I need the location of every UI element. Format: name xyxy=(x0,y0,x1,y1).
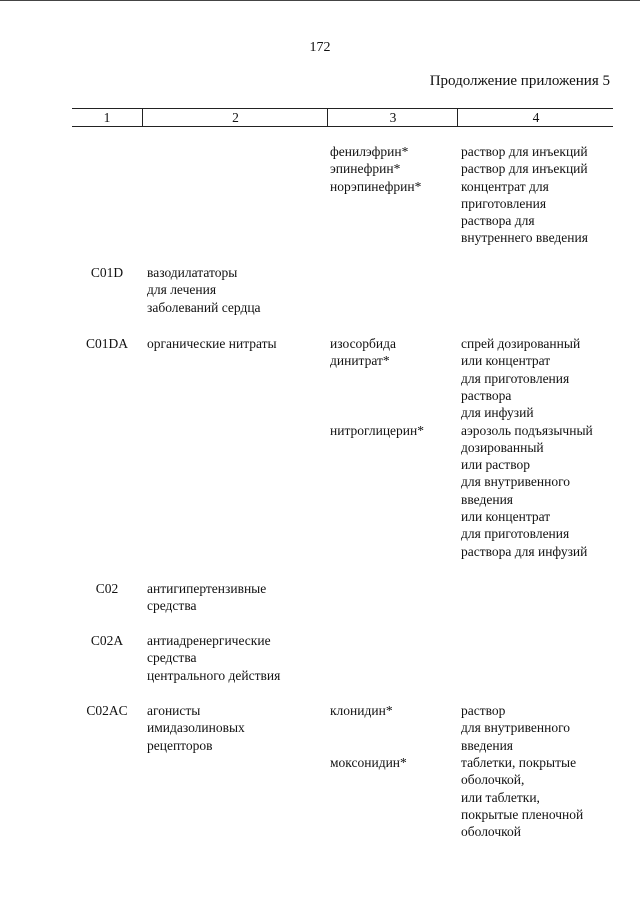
dosage-form-line: для инфузий xyxy=(461,405,534,421)
dosage-form-line: оболочкой xyxy=(461,824,521,840)
atc-group-name xyxy=(147,702,322,754)
dosage-form-line: введения xyxy=(461,737,514,753)
drug-names-cell xyxy=(330,754,455,771)
dosage-form-line: внутреннего введения xyxy=(461,230,588,246)
appendix-continuation-note: Продолжение приложения 5 xyxy=(429,73,610,89)
atc-group-name xyxy=(147,264,322,316)
dosage-form-line: или раствор xyxy=(461,457,530,473)
group-name-line: средства xyxy=(147,650,197,666)
page-top-edge xyxy=(0,0,640,1)
dosage-form-line: введения xyxy=(461,491,514,507)
drug-entry xyxy=(330,160,455,177)
dosage-forms-cell xyxy=(461,335,621,421)
dosage-form-line: раствора xyxy=(461,387,512,403)
group-name-line: агонисты xyxy=(147,703,201,718)
drug-name-line: изосорбида xyxy=(330,336,397,351)
dosage-form-line: или концентрат xyxy=(461,353,551,369)
drug-name-line: фенилэфрин* xyxy=(330,144,409,159)
drug-name-line: клонидин* xyxy=(330,703,393,718)
atc-group-name xyxy=(147,335,322,352)
drug-names-cell xyxy=(330,702,455,719)
column-header-2: 2 xyxy=(142,109,328,126)
dosage-forms-cell xyxy=(461,143,621,247)
group-name-line: центрального действия xyxy=(147,667,281,683)
group-name-line: для лечения xyxy=(147,282,217,298)
dosage-form-line: для приготовления xyxy=(461,526,570,542)
dosage-forms-cell xyxy=(461,702,621,754)
dosage-form-line: приготовления xyxy=(461,195,547,211)
group-name-line: органические нитраты xyxy=(147,336,277,351)
group-name-line: антиадренергические xyxy=(147,633,271,648)
dosage-form-line: спрей дозированный xyxy=(461,336,581,351)
dosage-form-line: раствор xyxy=(461,703,506,718)
drug-name-line: нитроглицерин* xyxy=(330,422,424,438)
table-column-header xyxy=(72,108,613,127)
drug-entry xyxy=(330,178,455,195)
dosage-form-line: или концентрат xyxy=(461,508,551,524)
drug-names-cell xyxy=(330,422,455,439)
group-name-line: средства xyxy=(147,598,197,614)
atc-code: C02AC xyxy=(86,703,128,718)
dosage-form-line: для приготовления xyxy=(461,370,570,386)
column-header-4: 4 xyxy=(457,109,614,126)
dosage-form-line: концентрат для xyxy=(461,178,549,194)
dosage-form-line: раствор для инъекций xyxy=(461,161,588,177)
dosage-forms-cell xyxy=(461,422,621,560)
group-name-line: заболеваний сердца xyxy=(147,299,261,315)
column-header-3: 3 xyxy=(327,109,458,126)
drug-name-line: моксонидин* xyxy=(330,755,407,770)
dosage-form-line: раствора для xyxy=(461,213,535,229)
atc-code: C02A xyxy=(90,633,124,648)
drug-entry xyxy=(330,143,455,160)
group-name-line: рецепторов xyxy=(147,737,213,753)
group-name-line: вазодилататоры xyxy=(147,265,238,280)
dosage-form-line: аэрозоль подъязычный xyxy=(461,422,593,438)
drug-name-line: норэпинефрин* xyxy=(330,178,422,194)
group-name-line: антигипертензивные xyxy=(147,581,267,596)
atc-group-name xyxy=(147,580,322,615)
atc-group-name xyxy=(147,632,322,684)
drug-names-cell xyxy=(330,335,455,370)
dosage-form-line: раствора для инфузий xyxy=(461,543,588,559)
dosage-form-line: для внутривенного xyxy=(461,720,571,736)
drug-name-line: эпинефрин* xyxy=(330,161,401,177)
drug-name-line: динитрат* xyxy=(330,353,390,369)
page-number: 172 xyxy=(309,40,331,55)
atc-code: C01D xyxy=(90,265,124,280)
column-header-1: 1 xyxy=(103,110,111,125)
atc-code: C01DA xyxy=(85,336,128,351)
atc-code: C02 xyxy=(95,581,119,596)
drug-names-cell xyxy=(330,143,455,195)
dosage-form-line: оболочкой, xyxy=(461,772,525,788)
dosage-form-line: для внутривенного xyxy=(461,474,571,490)
dosage-forms-cell xyxy=(461,754,621,840)
dosage-form-line: покрытые пленочной xyxy=(461,806,584,822)
group-name-line: имидазолиновых xyxy=(147,720,245,736)
dosage-form-line: дозированный xyxy=(461,439,544,455)
dosage-form-line: таблетки, покрытые xyxy=(461,755,577,770)
dosage-form-line: раствор для инъекций xyxy=(461,144,588,159)
dosage-form-line: или таблетки, xyxy=(461,789,540,805)
